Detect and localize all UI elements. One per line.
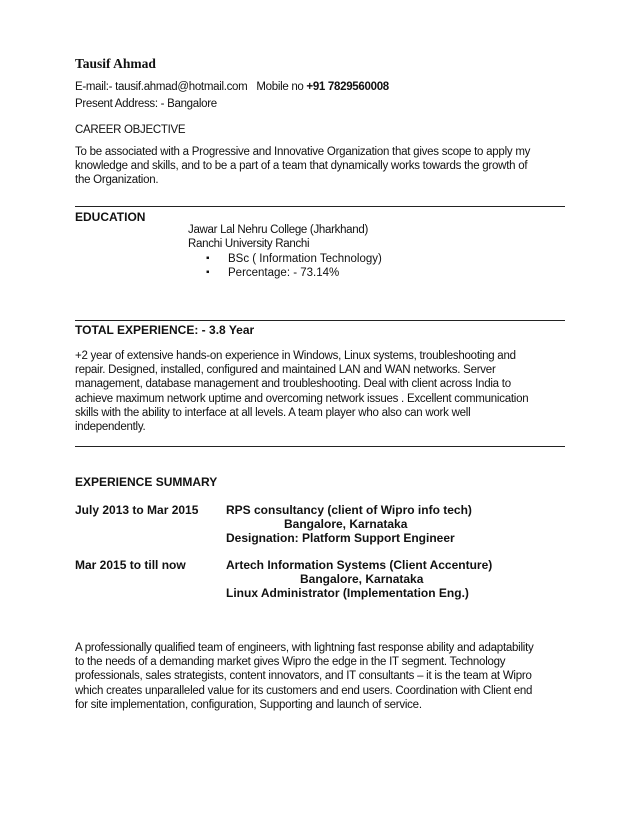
experience-line: achieve maximum network uptime and overcoming network issues . Excellent communication — [75, 392, 529, 405]
education-bullets — [206, 252, 382, 280]
experience-line: +2 year of extensive hands-on experience in Windows, Linux systems, troubleshooting and — [75, 350, 516, 362]
closing-line: which creates unparalleled value for its customers and end users. Coordination with Client end — [75, 684, 533, 697]
experience-line: skills with the ability to interface at all levels. A team player who also can work well — [75, 406, 471, 419]
closing-paragraph — [75, 641, 565, 712]
email-label: E-mail:- — [75, 81, 113, 93]
education-university: Ranchi University Ranchi — [188, 238, 310, 250]
job-location: Bangalore, Karnataka — [300, 572, 424, 586]
closing-line: to the needs of a demanding market gives Wipro the edge in the IT segment. Technology — [75, 656, 506, 669]
mobile-label: Mobile no — [256, 81, 304, 93]
address-value: Bangalore — [167, 98, 217, 110]
job-designation: Designation: Platform Support Engineer — [226, 531, 455, 545]
address-label: Present Address: - — [75, 98, 165, 110]
job-location: Bangalore, Karnataka — [284, 517, 408, 531]
job-period: Mar 2015 to till now — [75, 558, 186, 572]
job-designation: Linux Administrator (Implementation Eng.) — [226, 586, 469, 600]
job-company: Artech Information Systems (Client Accenture) — [226, 558, 493, 572]
closing-line: A professionally qualified team of engineers, with lightning fast response ability and adaptability — [75, 642, 534, 654]
email-address[interactable]: tausif.ahmad@hotmail.com — [115, 81, 248, 93]
job-company: RPS consultancy (client of Wipro info tech) — [226, 503, 472, 517]
job-period: July 2013 to Mar 2015 — [75, 503, 199, 517]
career-objective-text — [75, 145, 565, 188]
section-divider — [75, 320, 565, 321]
experience-line: repair. Designed, installed, configured and maintained LAN and WAN networks. Server — [75, 364, 496, 377]
section-divider — [75, 446, 565, 447]
closing-line: professionals, sales strategists, content innovators, and IT consultants – it is the team at Wipro — [75, 670, 532, 683]
section-divider — [75, 206, 565, 207]
experience-summary-heading: EXPERIENCE SUMMARY — [75, 475, 218, 489]
education-heading: EDUCATION — [75, 210, 146, 224]
candidate-name: Tausif Ahmad — [75, 56, 156, 71]
contact-line — [75, 81, 389, 93]
list-item: ▪ Percentage: - 73.14% — [206, 266, 382, 280]
list-item: ▪ BSc ( Information Technology) — [206, 252, 382, 266]
career-line: To be associated with a Progressive and Innovative Organization that gives scope to apply my — [75, 146, 531, 158]
address-line — [75, 98, 217, 110]
education-college: Jawar Lal Nehru College (Jharkhand) — [188, 224, 368, 236]
experience-line: management, database management and troubleshooting. Deal with client across India to — [75, 378, 511, 391]
total-experience-text — [75, 349, 565, 434]
mobile-number: +91 7829560008 — [306, 81, 389, 93]
experience-line: independently. — [75, 421, 146, 434]
career-line: knowledge and skills, and to be a part of a team that dynamically works towards the growth of — [75, 160, 528, 173]
closing-line: for site implementation, configuration, Supporting and launch of service. — [75, 698, 422, 711]
career-line: the Organization. — [75, 174, 159, 187]
career-objective-heading: CAREER OBJECTIVE — [75, 124, 186, 136]
total-experience-heading: TOTAL EXPERIENCE: - 3.8 Year — [75, 323, 255, 337]
